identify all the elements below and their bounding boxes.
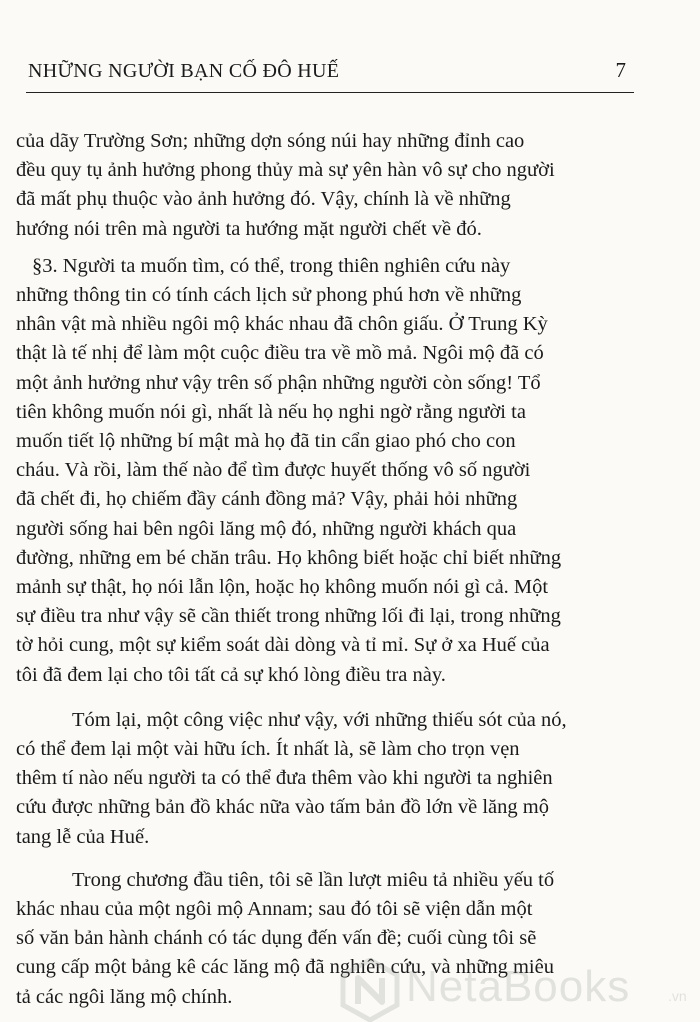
netabooks-logo-icon	[340, 958, 400, 1022]
paragraph-1: của dãy Trường Sơn; những dợn sóng núi hay những đỉnh cao đều quy tụ ảnh hưởng phong thủy mà sự yên hàn vô sự cho người đã mất phụ thuộc vào ảnh hưởng đó. Vậy, chính là về những hướng nói trên mà người ta hướng mặt người chết về đó.	[16, 130, 555, 240]
watermark-suffix: .vn	[668, 988, 687, 1004]
page-number: 7	[615, 58, 626, 82]
paragraph-2: §3. Người ta muốn tìm, có thể, trong thiên nghiên cứu này những thông tin có tính cách lịch sử phong phú hơn về những nhân vật mà nhiều ngôi mộ khác nhau đã chôn giấu. Ở Trung Kỳ thật là tế nhị để làm một cuộc điều tra về mồ mả. Ngôi mộ đã có một ảnh hưởng như vậy trên số phận những người còn sống! Tổ tiên không muốn nói gì, nhất là nếu họ nghi ngờ rằng người ta muốn tiết lộ những bí mật mà họ đã tin cẩn giao phó cho con cháu. Và rồi, làm thế nào để tìm được huyết thống vô số người đã chết đi, họ chiếm đầy cánh đồng mả? Vậy, phải hỏi những người sống hai bên ngôi lăng mộ đó, những người khách qua đường, những em bé chăn trâu. Họ không biết hoặc chỉ biết những mảnh sự thật, họ nói lẫn lộn, hoặc họ không muốn nói gì cả. Một sự điều tra như vậy sẽ cần thiết trong những lối đi lại, trong những tờ hỏi cung, một sự kiểm soát dài dòng và tỉ mỉ. Sự ở xa Huế của tôi đã đem lại cho tôi tất cả sự khó lòng điều tra này.	[16, 254, 562, 686]
paragraph-4: Trong chương đầu tiên, tôi sẽ lần lượt miêu tả nhiều yếu tố khác nhau của một ngôi mộ Annam; sau đó tôi sẽ viện dẫn một số văn bản hành chánh có tác dụng đến vấn đề; cuối cùng tôi sẽ cung cấp một bảng kê các lăng mộ đã nghiên cứu, và những miêu tả các ngôi lăng mộ chính.	[16, 868, 555, 1008]
header-rule	[26, 92, 634, 93]
paragraph-3: Tóm lại, một công việc như vậy, với những thiếu sót của nó, có thể đem lại một vài hữu ích. Ít nhất là, sẽ làm cho trọn vẹn thêm tí nào nếu người ta có thể đưa thêm vào khi người ta nghiên cứu được những bản đồ khác nữa vào tấm bản đồ lớn về lăng mộ tang lễ của Huế.	[16, 708, 567, 848]
body-text	[16, 127, 622, 1012]
watermark-brand: NetaBooks	[406, 962, 631, 1011]
watermark	[340, 958, 700, 1022]
running-title: NHỮNG NGƯỜI BẠN CỐ ĐÔ HUẾ	[28, 60, 340, 82]
